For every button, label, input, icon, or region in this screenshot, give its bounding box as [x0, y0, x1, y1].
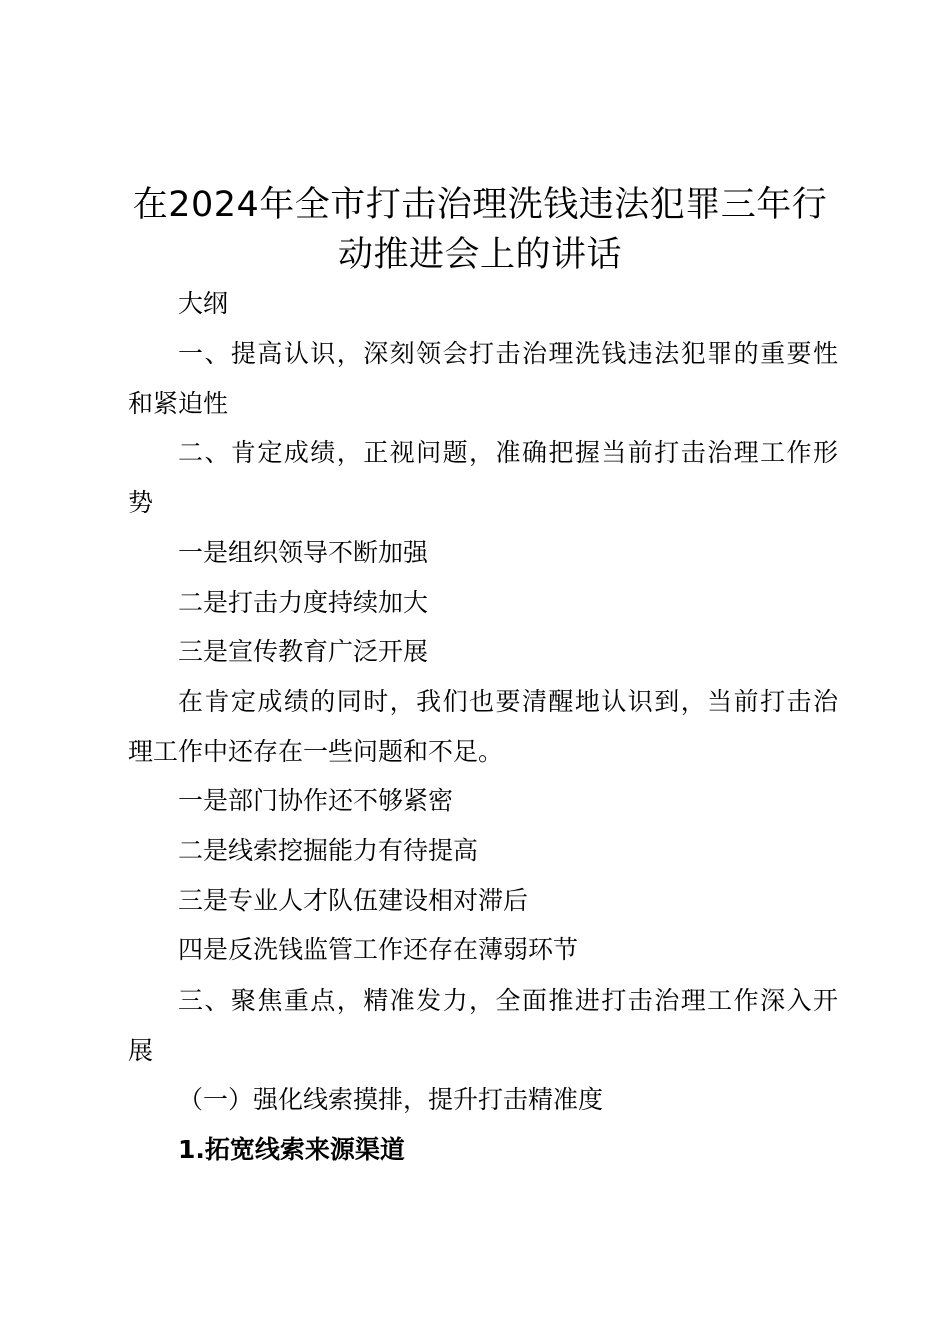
section-3-heading-line-1: 三、聚焦重点，精准发力，全面推进打击治理工作深入开: [178, 986, 838, 1015]
section-3-heading-line-2: 展: [128, 1036, 154, 1065]
section-1-heading-line-1: 一、提高认识，深刻领会打击治理洗钱违法犯罪的重要性: [178, 339, 838, 368]
section-1-heading-line-2: 和紧迫性: [128, 389, 229, 418]
section-2-heading-line-1: 二、肯定成绩，正视问题，准确把握当前打击治理工作形: [178, 438, 838, 467]
achievement-item-1: 一是组织领导不断加强: [178, 538, 429, 567]
problem-item-1: 一是部门协作还不够紧密: [178, 786, 454, 815]
subsection-1-item-1: 1.拓宽线索来源渠道: [178, 1135, 405, 1164]
problems-intro-line-2: 理工作中还存在一些问题和不足。: [128, 737, 504, 766]
problems-intro-line-1: 在肯定成绩的同时，我们也要清醒地认识到，当前打击治: [178, 687, 838, 716]
problem-item-4: 四是反洗钱监管工作还存在薄弱环节: [178, 935, 579, 964]
subsection-1-heading: （一）强化线索摸排，提升打击精准度: [178, 1085, 604, 1114]
achievement-item-3: 三是宣传教育广泛开展: [178, 637, 429, 666]
section-2-heading-line-2: 势: [128, 488, 154, 517]
achievement-item-2: 二是打击力度持续加大: [178, 588, 429, 617]
problem-item-2: 二是线索挖掘能力有待提高: [178, 836, 479, 865]
outline-label: 大纲: [178, 289, 229, 318]
document-title-line-2: 动推进会上的讲话: [337, 235, 622, 275]
problem-item-3: 三是专业人才队伍建设相对滞后: [178, 886, 529, 915]
document-title-line-1: 在2024年全市打击治理洗钱违法犯罪三年行: [132, 185, 828, 225]
